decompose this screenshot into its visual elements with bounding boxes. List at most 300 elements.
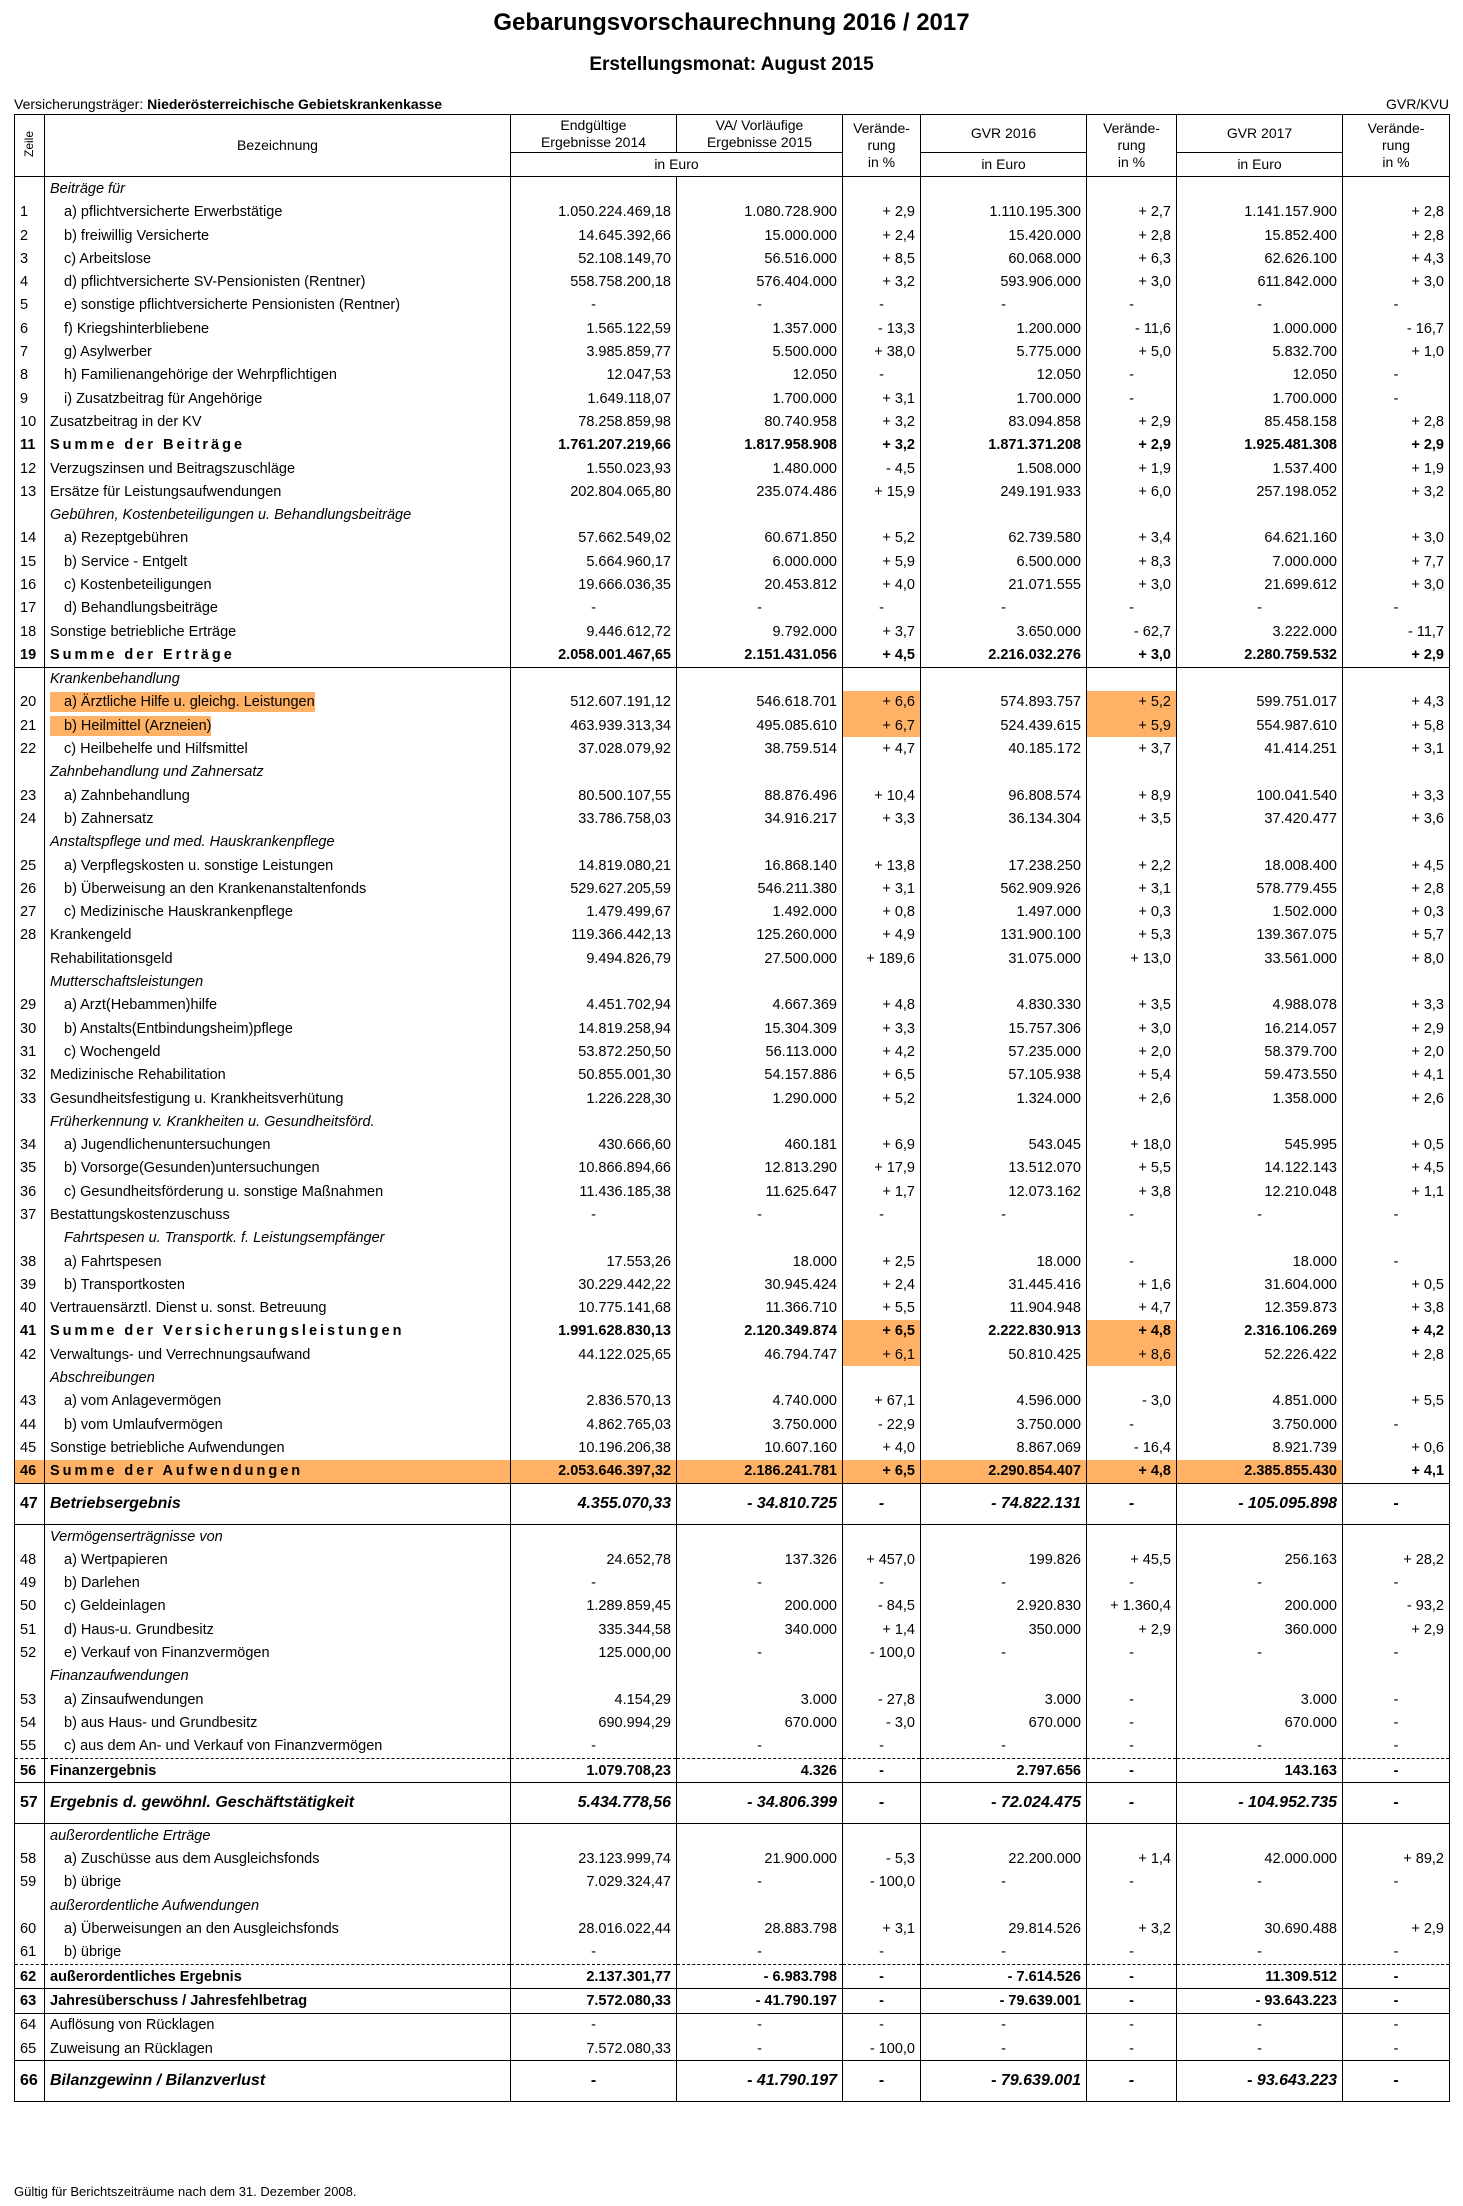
table-row bbox=[15, 1483, 1450, 1524]
change-cell: + 4,3 bbox=[1343, 247, 1450, 270]
change-cell: + 5,2 bbox=[843, 527, 921, 550]
change-cell: - bbox=[1343, 1203, 1450, 1226]
header-zeile: Zeile bbox=[15, 115, 45, 177]
change-cell: - bbox=[1087, 1964, 1177, 1988]
value-cell: 10.866.894,66 bbox=[511, 1157, 677, 1180]
value-cell: 64.621.160 bbox=[1177, 527, 1343, 550]
table-row bbox=[15, 924, 1450, 947]
table-row bbox=[15, 714, 1450, 737]
value-cell: 119.366.442,13 bbox=[511, 924, 677, 947]
value-cell: - bbox=[511, 294, 677, 317]
value-cell: 8.867.069 bbox=[921, 1436, 1087, 1459]
value-cell: 235.074.486 bbox=[677, 480, 843, 503]
value-cell bbox=[1177, 667, 1343, 691]
change-cell: + 38,0 bbox=[843, 340, 921, 363]
row-label bbox=[45, 854, 511, 877]
table-row bbox=[15, 597, 1450, 620]
value-cell: 18.000 bbox=[677, 1250, 843, 1273]
row-number: 46 bbox=[15, 1460, 45, 1484]
row-label-text: Summe der Beiträge bbox=[50, 437, 246, 454]
value-cell: 7.572.080,33 bbox=[511, 2037, 677, 2061]
row-label-text: e) Verkauf von Finanzvermögen bbox=[64, 1645, 270, 1662]
table-row bbox=[15, 691, 1450, 714]
row-label-text: Zahnbehandlung und Zahnersatz bbox=[50, 764, 264, 781]
row-label bbox=[45, 1871, 511, 1894]
value-cell: 11.309.512 bbox=[1177, 1964, 1343, 1988]
row-label-text: Krankenbehandlung bbox=[50, 671, 180, 688]
value-cell: 562.909.926 bbox=[921, 877, 1087, 900]
value-cell: 1.289.859,45 bbox=[511, 1595, 677, 1618]
row-number: 20 bbox=[15, 691, 45, 714]
change-cell: + 3,0 bbox=[1087, 643, 1177, 667]
change-cell bbox=[1343, 503, 1450, 526]
table-row bbox=[15, 270, 1450, 293]
value-cell: 60.068.000 bbox=[921, 247, 1087, 270]
change-cell: - 3,0 bbox=[1087, 1390, 1177, 1413]
value-cell: 599.751.017 bbox=[1177, 691, 1343, 714]
change-cell: + 3,7 bbox=[1087, 737, 1177, 760]
value-cell bbox=[921, 1524, 1087, 1548]
change-cell: - bbox=[1343, 1783, 1450, 1824]
value-cell: 57.662.549,02 bbox=[511, 527, 677, 550]
row-label-text: b) Zahnersatz bbox=[64, 810, 154, 827]
header-change-1: Verände- rung in % bbox=[843, 115, 921, 177]
value-cell: 576.404.000 bbox=[677, 270, 843, 293]
table-row bbox=[15, 294, 1450, 317]
row-number: 43 bbox=[15, 1390, 45, 1413]
row-label-text: a) pflichtversicherte Erwerbstätige bbox=[64, 204, 283, 221]
change-cell bbox=[843, 831, 921, 854]
value-cell bbox=[511, 1824, 677, 1848]
change-cell: - bbox=[1087, 1871, 1177, 1894]
change-cell: + 5,2 bbox=[1087, 691, 1177, 714]
value-cell: 1.991.628.830,13 bbox=[511, 1320, 677, 1343]
row-label-text: b) Vorsorge(Gesunden)untersuchungen bbox=[64, 1160, 320, 1177]
change-cell bbox=[1087, 761, 1177, 784]
value-cell bbox=[511, 667, 677, 691]
table-row bbox=[15, 807, 1450, 830]
change-cell: - bbox=[843, 2061, 921, 2102]
change-cell: + 89,2 bbox=[1343, 1847, 1450, 1870]
value-cell: 4.154,29 bbox=[511, 1688, 677, 1711]
change-cell: + 2,4 bbox=[843, 1273, 921, 1296]
row-label bbox=[45, 1665, 511, 1688]
row-label-text: a) Fahrtspesen bbox=[64, 1253, 162, 1270]
value-cell: 554.987.610 bbox=[1177, 714, 1343, 737]
row-label-text: b) aus Haus- und Grundbesitz bbox=[64, 1714, 258, 1731]
value-cell bbox=[677, 503, 843, 526]
change-cell: + 1,7 bbox=[843, 1180, 921, 1203]
change-cell: + 4,5 bbox=[843, 643, 921, 667]
change-cell: - bbox=[1343, 387, 1450, 410]
value-cell: 60.671.850 bbox=[677, 527, 843, 550]
table-row bbox=[15, 1040, 1450, 1063]
row-number: 65 bbox=[15, 2037, 45, 2061]
value-cell: 5.664.960,17 bbox=[511, 550, 677, 573]
row-label bbox=[45, 247, 511, 270]
change-cell: + 189,6 bbox=[843, 947, 921, 970]
value-cell: 41.414.251 bbox=[1177, 737, 1343, 760]
row-label bbox=[45, 643, 511, 667]
value-cell bbox=[1177, 761, 1343, 784]
table-row bbox=[15, 2013, 1450, 2037]
row-label-text: c) Geldeinlagen bbox=[64, 1598, 166, 1615]
value-cell: - bbox=[677, 1641, 843, 1664]
table-row bbox=[15, 1688, 1450, 1711]
change-cell: - 13,3 bbox=[843, 317, 921, 340]
row-label bbox=[45, 1894, 511, 1917]
change-cell: + 4,8 bbox=[1087, 1320, 1177, 1343]
table-row bbox=[15, 1847, 1450, 1870]
value-cell: 546.618.701 bbox=[677, 691, 843, 714]
change-cell: - bbox=[843, 364, 921, 387]
value-cell bbox=[677, 831, 843, 854]
value-cell: 46.794.747 bbox=[677, 1343, 843, 1366]
row-number: 33 bbox=[15, 1087, 45, 1110]
header-in-euro-1: in Euro bbox=[511, 153, 843, 177]
value-cell: 1.700.000 bbox=[921, 387, 1087, 410]
change-cell: - 100,0 bbox=[843, 2037, 921, 2061]
change-cell: + 3,1 bbox=[843, 387, 921, 410]
row-number: 7 bbox=[15, 340, 45, 363]
change-cell bbox=[1343, 970, 1450, 993]
row-number: 44 bbox=[15, 1413, 45, 1436]
change-cell: + 3,0 bbox=[1087, 270, 1177, 293]
value-cell: - 41.790.197 bbox=[677, 2061, 843, 2102]
row-number: 31 bbox=[15, 1040, 45, 1063]
change-cell: + 18,0 bbox=[1087, 1133, 1177, 1156]
change-cell: - 11,7 bbox=[1343, 620, 1450, 643]
value-cell: 56.113.000 bbox=[677, 1040, 843, 1063]
row-label bbox=[45, 1436, 511, 1459]
value-cell: 12.210.048 bbox=[1177, 1180, 1343, 1203]
change-cell bbox=[843, 970, 921, 993]
change-cell: - bbox=[843, 1964, 921, 1988]
value-cell: - bbox=[677, 2037, 843, 2061]
row-label-text: d) Haus-u. Grundbesitz bbox=[64, 1621, 214, 1638]
change-cell: + 6,5 bbox=[843, 1320, 921, 1343]
value-cell: 3.650.000 bbox=[921, 620, 1087, 643]
value-cell bbox=[511, 1894, 677, 1917]
table-row bbox=[15, 1087, 1450, 1110]
value-cell: 58.379.700 bbox=[1177, 1040, 1343, 1063]
change-cell: + 3,7 bbox=[843, 620, 921, 643]
row-label-text: b) Transportkosten bbox=[64, 1276, 185, 1293]
value-cell: 1.080.728.900 bbox=[677, 201, 843, 224]
header-in-euro-2: in Euro bbox=[921, 153, 1087, 177]
table-row bbox=[15, 1227, 1450, 1250]
value-cell bbox=[677, 1227, 843, 1250]
change-cell: - bbox=[1343, 1572, 1450, 1595]
change-cell bbox=[1087, 1524, 1177, 1548]
row-label-text: c) Arbeitslose bbox=[64, 250, 152, 267]
change-cell: + 2,7 bbox=[1087, 201, 1177, 224]
row-label bbox=[45, 807, 511, 830]
table-row bbox=[15, 1110, 1450, 1133]
change-cell: + 2,9 bbox=[1343, 643, 1450, 667]
value-cell: - bbox=[1177, 597, 1343, 620]
insurer-label: Versicherungsträger: bbox=[14, 96, 144, 112]
change-cell: + 4,5 bbox=[1343, 854, 1450, 877]
value-cell: 7.000.000 bbox=[1177, 550, 1343, 573]
value-cell: 15.000.000 bbox=[677, 224, 843, 247]
value-cell bbox=[1177, 970, 1343, 993]
row-label bbox=[45, 1320, 511, 1343]
table-row bbox=[15, 1783, 1450, 1824]
value-cell: 31.604.000 bbox=[1177, 1273, 1343, 1296]
table-row bbox=[15, 877, 1450, 900]
row-label-text: c) Kostenbeteiligungen bbox=[64, 576, 212, 593]
change-cell: - bbox=[1087, 1941, 1177, 1965]
value-cell: 52.226.422 bbox=[1177, 1343, 1343, 1366]
row-label-text: a) Verpflegskosten u. sonstige Leistungen bbox=[64, 857, 334, 874]
row-label-text: a) vom Anlagevermögen bbox=[64, 1393, 222, 1410]
change-cell: - bbox=[1343, 294, 1450, 317]
value-cell: 53.872.250,50 bbox=[511, 1040, 677, 1063]
form-code: GVR/KVU bbox=[1385, 96, 1449, 112]
header-in-euro-3: in Euro bbox=[1177, 153, 1343, 177]
row-label-text: b) Überweisung an den Krankenanstaltenfonds bbox=[64, 880, 367, 897]
value-cell: - bbox=[921, 1641, 1087, 1664]
change-cell: - bbox=[1343, 364, 1450, 387]
value-cell bbox=[1177, 1366, 1343, 1389]
change-cell: + 4,7 bbox=[843, 737, 921, 760]
value-cell: 56.516.000 bbox=[677, 247, 843, 270]
row-number: 51 bbox=[15, 1618, 45, 1641]
change-cell: - bbox=[1087, 1641, 1177, 1664]
table-row bbox=[15, 527, 1450, 550]
value-cell: - 79.639.001 bbox=[921, 1989, 1087, 2013]
row-label-text: Summe der Versicherungsleistungen bbox=[50, 1323, 405, 1340]
row-label-text: Finanzaufwendungen bbox=[50, 1668, 189, 1685]
value-cell: 88.876.496 bbox=[677, 784, 843, 807]
change-cell: + 3,1 bbox=[1343, 737, 1450, 760]
row-label bbox=[45, 1618, 511, 1641]
change-cell bbox=[1343, 1366, 1450, 1389]
change-cell bbox=[843, 1824, 921, 1848]
row-number: 35 bbox=[15, 1157, 45, 1180]
row-number: 61 bbox=[15, 1941, 45, 1965]
row-label-text: e) sonstige pflichtversicherte Pensionisten (Rentner) bbox=[64, 297, 401, 314]
value-cell: 1.871.371.208 bbox=[921, 434, 1087, 457]
value-cell: 578.779.455 bbox=[1177, 877, 1343, 900]
value-cell: 2.920.830 bbox=[921, 1595, 1087, 1618]
change-cell bbox=[1087, 1366, 1177, 1389]
value-cell: 1.649.118,07 bbox=[511, 387, 677, 410]
value-cell: 1.358.000 bbox=[1177, 1087, 1343, 1110]
row-label bbox=[45, 387, 511, 410]
value-cell: - 93.643.223 bbox=[1177, 2061, 1343, 2102]
row-label bbox=[45, 1548, 511, 1571]
row-number: 52 bbox=[15, 1641, 45, 1664]
row-number: 55 bbox=[15, 1735, 45, 1759]
row-label-text: d) pflichtversicherte SV-Pensionisten (Rentner) bbox=[64, 274, 366, 291]
row-number: 29 bbox=[15, 994, 45, 1017]
value-cell bbox=[921, 177, 1087, 201]
change-cell bbox=[1343, 1110, 1450, 1133]
change-cell: + 4,0 bbox=[843, 573, 921, 596]
row-number: 10 bbox=[15, 410, 45, 433]
value-cell bbox=[511, 1227, 677, 1250]
change-cell: + 0,8 bbox=[843, 901, 921, 924]
value-cell: - 104.952.735 bbox=[1177, 1783, 1343, 1824]
row-label bbox=[45, 550, 511, 573]
row-label-text: b) Darlehen bbox=[64, 1575, 140, 1592]
table-row bbox=[15, 1618, 1450, 1641]
row-label bbox=[45, 480, 511, 503]
change-cell: + 2,8 bbox=[1343, 877, 1450, 900]
value-cell: 14.122.143 bbox=[1177, 1157, 1343, 1180]
value-cell: 27.500.000 bbox=[677, 947, 843, 970]
row-number: 56 bbox=[15, 1758, 45, 1782]
row-label bbox=[45, 1273, 511, 1296]
value-cell: 1.700.000 bbox=[677, 387, 843, 410]
value-cell: 7.029.324,47 bbox=[511, 1871, 677, 1894]
row-label bbox=[45, 1688, 511, 1711]
value-cell: 21.900.000 bbox=[677, 1847, 843, 1870]
value-cell: 3.000 bbox=[1177, 1688, 1343, 1711]
value-cell: 4.851.000 bbox=[1177, 1390, 1343, 1413]
value-cell: 80.740.958 bbox=[677, 410, 843, 433]
value-cell: 574.893.757 bbox=[921, 691, 1087, 714]
row-label bbox=[45, 620, 511, 643]
value-cell: - bbox=[511, 1203, 677, 1226]
row-number bbox=[15, 1227, 45, 1250]
value-cell bbox=[921, 1366, 1087, 1389]
row-label-text: b) übrige bbox=[64, 1944, 122, 1961]
change-cell bbox=[1343, 1824, 1450, 1848]
value-cell: 4.355.070,33 bbox=[511, 1483, 677, 1524]
value-cell: 202.804.065,80 bbox=[511, 480, 677, 503]
value-cell bbox=[921, 1227, 1087, 1250]
row-number bbox=[15, 667, 45, 691]
change-cell: + 5,9 bbox=[843, 550, 921, 573]
change-cell bbox=[1087, 1824, 1177, 1848]
row-number: 14 bbox=[15, 527, 45, 550]
value-cell: 1.817.958.908 bbox=[677, 434, 843, 457]
change-cell bbox=[843, 667, 921, 691]
change-cell bbox=[1087, 1110, 1177, 1133]
row-label-text: b) übrige bbox=[64, 1874, 122, 1891]
change-cell: - bbox=[843, 1735, 921, 1759]
value-cell: 31.445.416 bbox=[921, 1273, 1087, 1296]
value-cell: - 105.095.898 bbox=[1177, 1483, 1343, 1524]
value-cell: 1.050.224.469,18 bbox=[511, 201, 677, 224]
change-cell: - bbox=[1087, 1250, 1177, 1273]
value-cell: 335.344,58 bbox=[511, 1618, 677, 1641]
table-row bbox=[15, 737, 1450, 760]
row-number: 24 bbox=[15, 807, 45, 830]
row-number bbox=[15, 1824, 45, 1848]
row-label bbox=[45, 224, 511, 247]
value-cell: 1.479.499,67 bbox=[511, 901, 677, 924]
value-cell: 4.451.702,94 bbox=[511, 994, 677, 1017]
row-label bbox=[45, 1641, 511, 1664]
change-cell: + 13,0 bbox=[1087, 947, 1177, 970]
row-label-text: Summe der Erträge bbox=[50, 646, 235, 663]
change-cell: + 4,2 bbox=[1343, 1320, 1450, 1343]
row-number: 57 bbox=[15, 1783, 45, 1824]
row-label-text: c) aus dem An- und Verkauf von Finanzvermögen bbox=[64, 1738, 383, 1755]
row-label-text: a) Zinsaufwendungen bbox=[64, 1691, 204, 1708]
change-cell: - 100,0 bbox=[843, 1641, 921, 1664]
value-cell: 350.000 bbox=[921, 1618, 1087, 1641]
table-row bbox=[15, 201, 1450, 224]
row-label bbox=[45, 1847, 511, 1870]
value-cell: - 7.614.526 bbox=[921, 1964, 1087, 1988]
change-cell: + 8,5 bbox=[843, 247, 921, 270]
table-row bbox=[15, 1133, 1450, 1156]
value-cell: 15.852.400 bbox=[1177, 224, 1343, 247]
value-cell: 463.939.313,34 bbox=[511, 714, 677, 737]
change-cell: - bbox=[1087, 1483, 1177, 1524]
change-cell: - bbox=[1087, 387, 1177, 410]
value-cell: 460.181 bbox=[677, 1133, 843, 1156]
value-cell: 1.497.000 bbox=[921, 901, 1087, 924]
row-number: 54 bbox=[15, 1711, 45, 1734]
value-cell: - bbox=[921, 2037, 1087, 2061]
change-cell: - 84,5 bbox=[843, 1595, 921, 1618]
value-cell: 33.786.758,03 bbox=[511, 807, 677, 830]
row-label-text: i) Zusatzbeitrag für Angehörige bbox=[64, 390, 263, 407]
row-label bbox=[45, 1595, 511, 1618]
row-label-text: d) Behandlungsbeiträge bbox=[64, 600, 218, 617]
change-cell: + 2,9 bbox=[1087, 410, 1177, 433]
value-cell: 1.508.000 bbox=[921, 457, 1087, 480]
value-cell: - 41.790.197 bbox=[677, 1989, 843, 2013]
change-cell: - 4,5 bbox=[843, 457, 921, 480]
row-label-text: Ersätze für Leistungsaufwendungen bbox=[50, 483, 282, 500]
value-cell: 2.058.001.467,65 bbox=[511, 643, 677, 667]
value-cell: 558.758.200,18 bbox=[511, 270, 677, 293]
row-label bbox=[45, 1203, 511, 1226]
value-cell: 11.366.710 bbox=[677, 1297, 843, 1320]
change-cell: + 8,3 bbox=[1087, 550, 1177, 573]
value-cell: 11.625.647 bbox=[677, 1180, 843, 1203]
value-cell bbox=[511, 1110, 677, 1133]
row-label-text: Medizinische Rehabilitation bbox=[50, 1067, 226, 1084]
value-cell: 31.075.000 bbox=[921, 947, 1087, 970]
change-cell: + 2,5 bbox=[843, 1250, 921, 1273]
change-cell: - bbox=[843, 294, 921, 317]
table-row bbox=[15, 1572, 1450, 1595]
value-cell: 1.200.000 bbox=[921, 317, 1087, 340]
value-cell: 34.916.217 bbox=[677, 807, 843, 830]
row-label bbox=[45, 1964, 511, 1988]
change-cell: + 2,9 bbox=[1343, 1917, 1450, 1940]
value-cell: - bbox=[921, 1941, 1087, 1965]
row-label bbox=[45, 947, 511, 970]
change-cell: + 8,6 bbox=[1087, 1343, 1177, 1366]
table-row bbox=[15, 1273, 1450, 1296]
value-cell: - bbox=[677, 294, 843, 317]
value-cell: - 34.810.725 bbox=[677, 1483, 843, 1524]
value-cell: 14.645.392,66 bbox=[511, 224, 677, 247]
change-cell bbox=[1343, 667, 1450, 691]
change-cell: - bbox=[843, 1989, 921, 2013]
value-cell: 2.053.646.397,32 bbox=[511, 1460, 677, 1484]
value-cell: 7.572.080,33 bbox=[511, 1989, 677, 2013]
table-row bbox=[15, 994, 1450, 1017]
value-cell bbox=[921, 1824, 1087, 1848]
change-cell: - 27,8 bbox=[843, 1688, 921, 1711]
value-cell: 18.008.400 bbox=[1177, 854, 1343, 877]
row-label-text: c) Wochengeld bbox=[64, 1043, 161, 1060]
table-row bbox=[15, 1941, 1450, 1965]
row-number: 38 bbox=[15, 1250, 45, 1273]
row-label bbox=[45, 1917, 511, 1940]
value-cell: 2.290.854.407 bbox=[921, 1460, 1087, 1484]
